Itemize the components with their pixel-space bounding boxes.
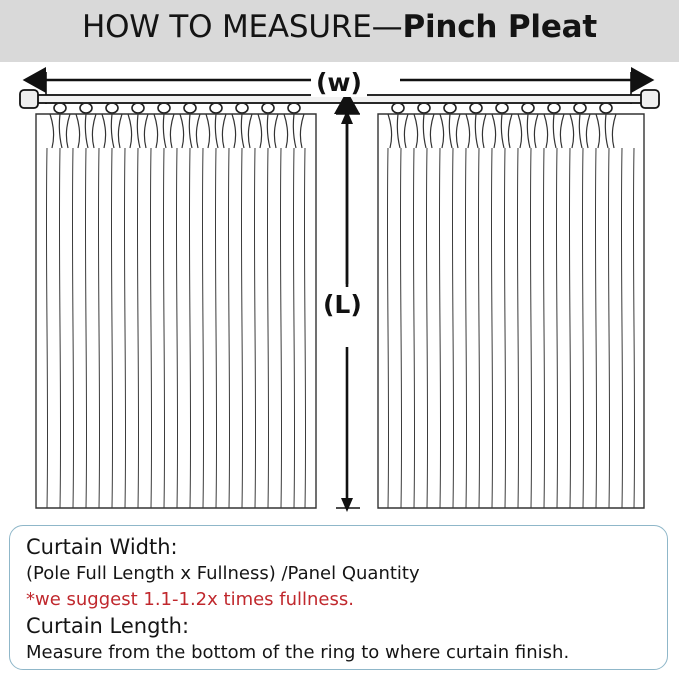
length-dimension-label: (L) <box>318 290 367 319</box>
left-panel-rings <box>54 103 300 113</box>
width-dimension-label: (w) <box>311 68 367 97</box>
right-panel-rings <box>392 103 612 113</box>
page-title-prefix: HOW TO MEASURE— <box>81 9 403 45</box>
curtain-diagram <box>0 62 679 527</box>
measurement-info-content <box>26 534 657 665</box>
page-title <box>0 9 679 45</box>
page-title-emphasis: Pinch Pleat <box>402 9 597 45</box>
left-curtain-panel <box>36 103 316 508</box>
fullness-suggestion-note: *we suggest 1.1-1.2x times fullness. <box>26 589 354 610</box>
curtain-width-formula: (Pole Full Length x Fullness) /Panel Quantity <box>26 563 420 584</box>
curtain-width-heading: Curtain Width: <box>26 535 178 559</box>
measurement-info-box <box>9 525 668 670</box>
curtain-length-heading: Curtain Length: <box>26 614 190 638</box>
curtain-length-note: Measure from the bottom of the ring to where curtain finish. <box>26 642 570 663</box>
right-curtain-panel <box>378 103 644 508</box>
